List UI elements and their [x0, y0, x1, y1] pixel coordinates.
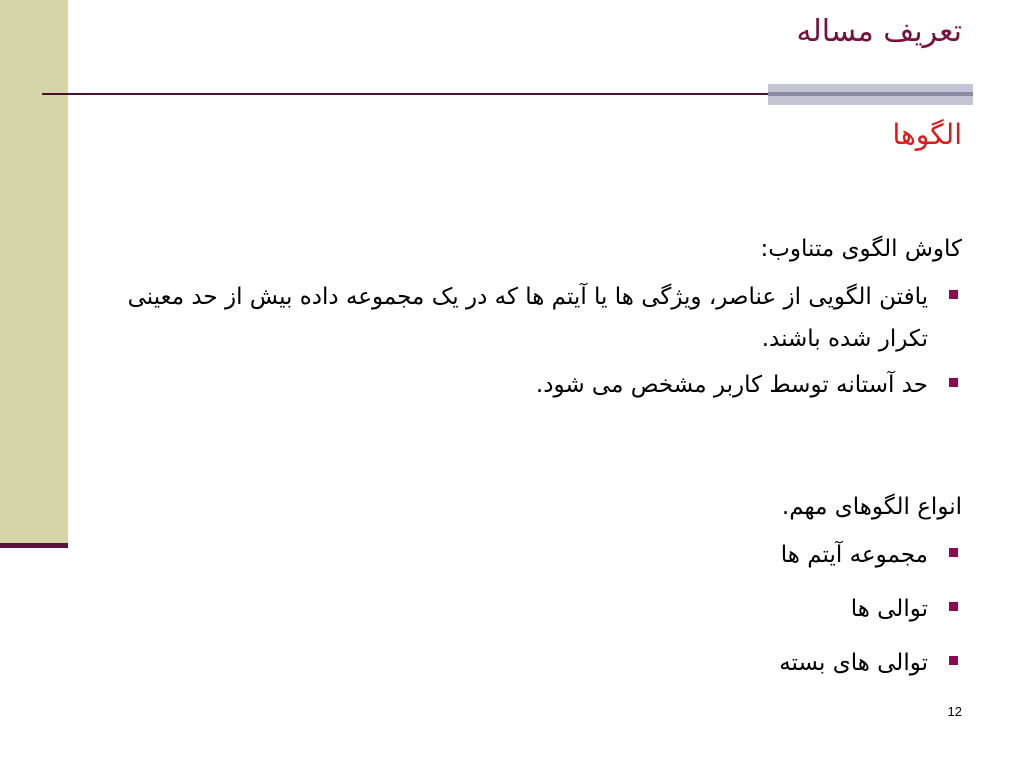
section-heading: کاوش الگوی متناوب:	[760, 236, 962, 262]
square-bullet-icon	[949, 290, 958, 299]
list-item	[102, 642, 962, 684]
square-bullet-icon	[949, 656, 958, 665]
section-pattern-types	[102, 490, 962, 696]
bullet-list	[102, 534, 962, 684]
slide-title: تعریف مساله	[796, 14, 962, 49]
left-band-accent-bar	[0, 543, 68, 548]
section-heading: انواع الگوهای مهم.	[781, 494, 962, 520]
list-item-text: یافتن الگویی از عناصر، ویژگی ها یا آیتم ها که در یک مجموعه داده بیش از حد معینی تکرار شده باشند.	[127, 284, 928, 352]
left-decorative-band	[0, 0, 68, 548]
section-frequent-pattern-mining	[102, 232, 962, 418]
list-item-text: توالی های بسته	[779, 650, 928, 676]
square-bullet-icon	[949, 602, 958, 611]
title-divider	[42, 93, 814, 95]
list-item	[102, 534, 962, 576]
list-item	[102, 276, 962, 360]
list-item	[102, 364, 962, 406]
list-item-text: توالی ها	[850, 596, 928, 622]
square-bullet-icon	[949, 548, 958, 557]
page-number: 12	[947, 704, 962, 719]
title-divider-accent-line	[768, 92, 973, 96]
list-item-text: مجموعه آیتم ها	[780, 542, 928, 568]
list-item	[102, 588, 962, 630]
slide-subheading: الگوها	[892, 118, 962, 151]
list-item-text: حد آستانه توسط کاربر مشخص می شود.	[535, 372, 928, 398]
square-bullet-icon	[949, 378, 958, 387]
bullet-list	[102, 276, 962, 406]
